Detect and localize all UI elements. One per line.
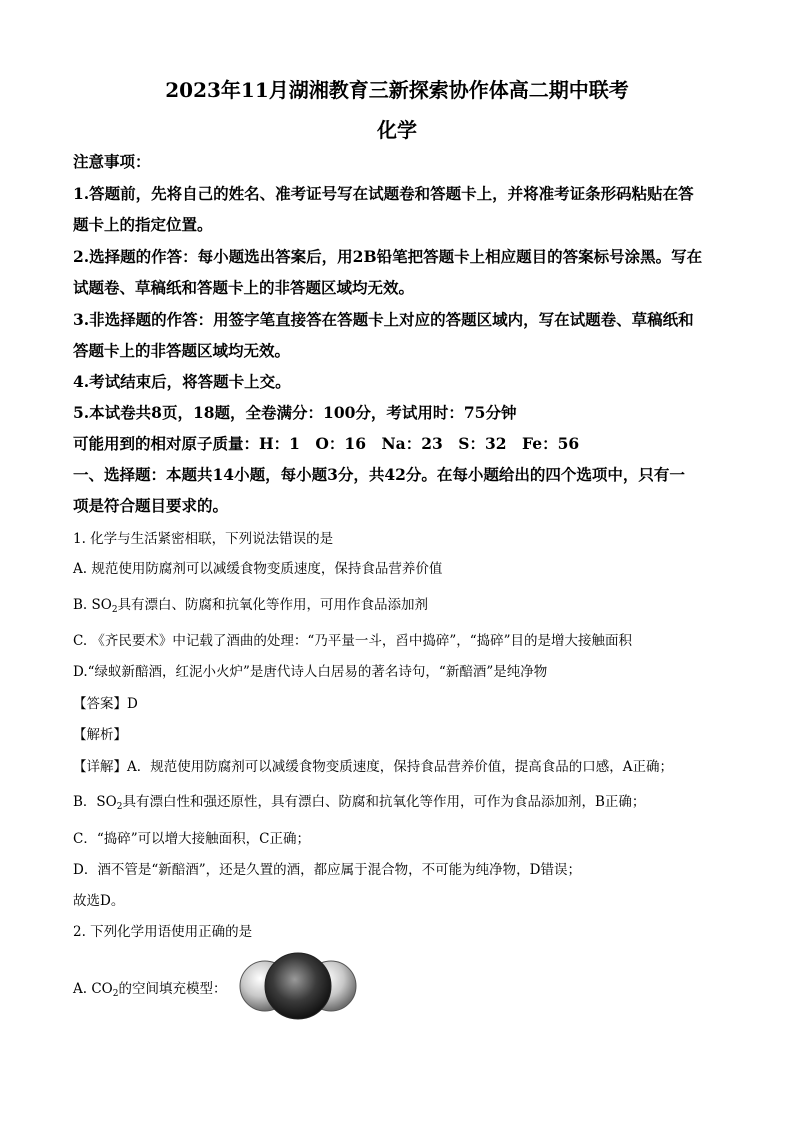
conclusion: 故选D。: [73, 893, 125, 909]
subscript: 2: [116, 802, 123, 812]
notes-heading: 注意事项：: [73, 152, 151, 171]
subject-title: 化学: [377, 118, 417, 142]
option-b-prefix: B. SO: [73, 597, 112, 613]
note-line: 题卡上的指定位置。: [73, 215, 213, 234]
note-line: 试题卷、草稿纸和答题卡上的非答题区域均无效。: [73, 278, 415, 297]
section-heading-cont: 项是符合题目要求的。: [73, 496, 229, 515]
detail-prefix: B．SO: [73, 794, 117, 810]
note-line: 2.选择题的作答：每小题选出答案后，用2B铅笔把答题卡上相应题目的答案标号涂黑。写在: [73, 247, 703, 266]
note-line: 答题卡上的非答题区域均无效。: [73, 341, 291, 360]
question-1-stem: 1. 化学与生活紧密相联，下列说法错误的是: [73, 531, 334, 547]
note-line: 1.答题前，先将自己的姓名、准考证号写在试题卷和答题卡上，并将准考证条形码粘贴在答: [73, 184, 694, 203]
question-2-stem: 2. 下列化学用语使用正确的是: [73, 924, 253, 940]
detail-line: 【详解】A．规范使用防腐剂可以减缓食物变质速度，保持食品营养价值，提高食品的口感，A正确；: [73, 759, 673, 775]
option-b-text: 具有漂白、防腐和抗氧化等作用，可用作食品添加剂: [117, 597, 429, 613]
co2-space-filling-model: [238, 950, 358, 1022]
section-heading: 一、选择题：本题共14小题，每小题3分，共42分。在每小题给出的四个选项中，只有一: [73, 465, 685, 484]
note-line: 4.考试结束后，将答题卡上交。: [73, 372, 291, 391]
carbon-atom: [265, 953, 331, 1019]
subscript: 2: [112, 989, 119, 999]
note-line: 5.本试卷共8页，18题，全卷满分：100分，考试用时：75分钟: [73, 403, 517, 422]
detail-line: C．“捣碎”可以增大接触面积，C正确；: [73, 831, 310, 847]
exam-title: 2023年11月湖湘教育三新探索协作体高二期中联考: [165, 78, 629, 102]
question-2-option-a: [73, 977, 226, 999]
atomic-masses: 可能用到的相对原子质量：H：1 O：16 Na：23 S：32 Fe：56: [73, 434, 580, 453]
detail-text: 具有漂白性和强还原性，具有漂白、防腐和抗氧化等作用，可作为食品添加剂，B正确；: [122, 794, 646, 810]
answer-label: 【答案】D: [73, 696, 138, 712]
option-a-prefix: A. CO: [73, 981, 113, 997]
note-line: 3.非选择题的作答：用签字笔直接答在答题卡上对应的答题区域内，写在试题卷、草稿纸和: [73, 310, 694, 329]
question-1-option-d: D.“绿蚁新醅酒，红泥小火炉”是唐代诗人白居易的著名诗句，“新醅酒”是纯净物: [73, 664, 548, 680]
question-1-option-a: A. 规范使用防腐剂可以减缓食物变质速度，保持食品营养价值: [73, 561, 443, 577]
question-1-option-b: [73, 593, 428, 615]
detail-line: [73, 790, 645, 812]
analysis-label: 【解析】: [73, 727, 127, 743]
subscript: 2: [111, 605, 118, 615]
option-a-text: 的空间填充模型：: [118, 981, 227, 997]
question-1-option-c: C. 《齐民要术》中记载了酒曲的处理：“乃平量一斗，舀中捣碎”，“捣碎”目的是增大接触面积: [73, 633, 633, 649]
detail-line: D．酒不管是“新醅酒”，还是久置的酒，都应属于混合物，不可能为纯净物，D错误；: [73, 862, 581, 878]
